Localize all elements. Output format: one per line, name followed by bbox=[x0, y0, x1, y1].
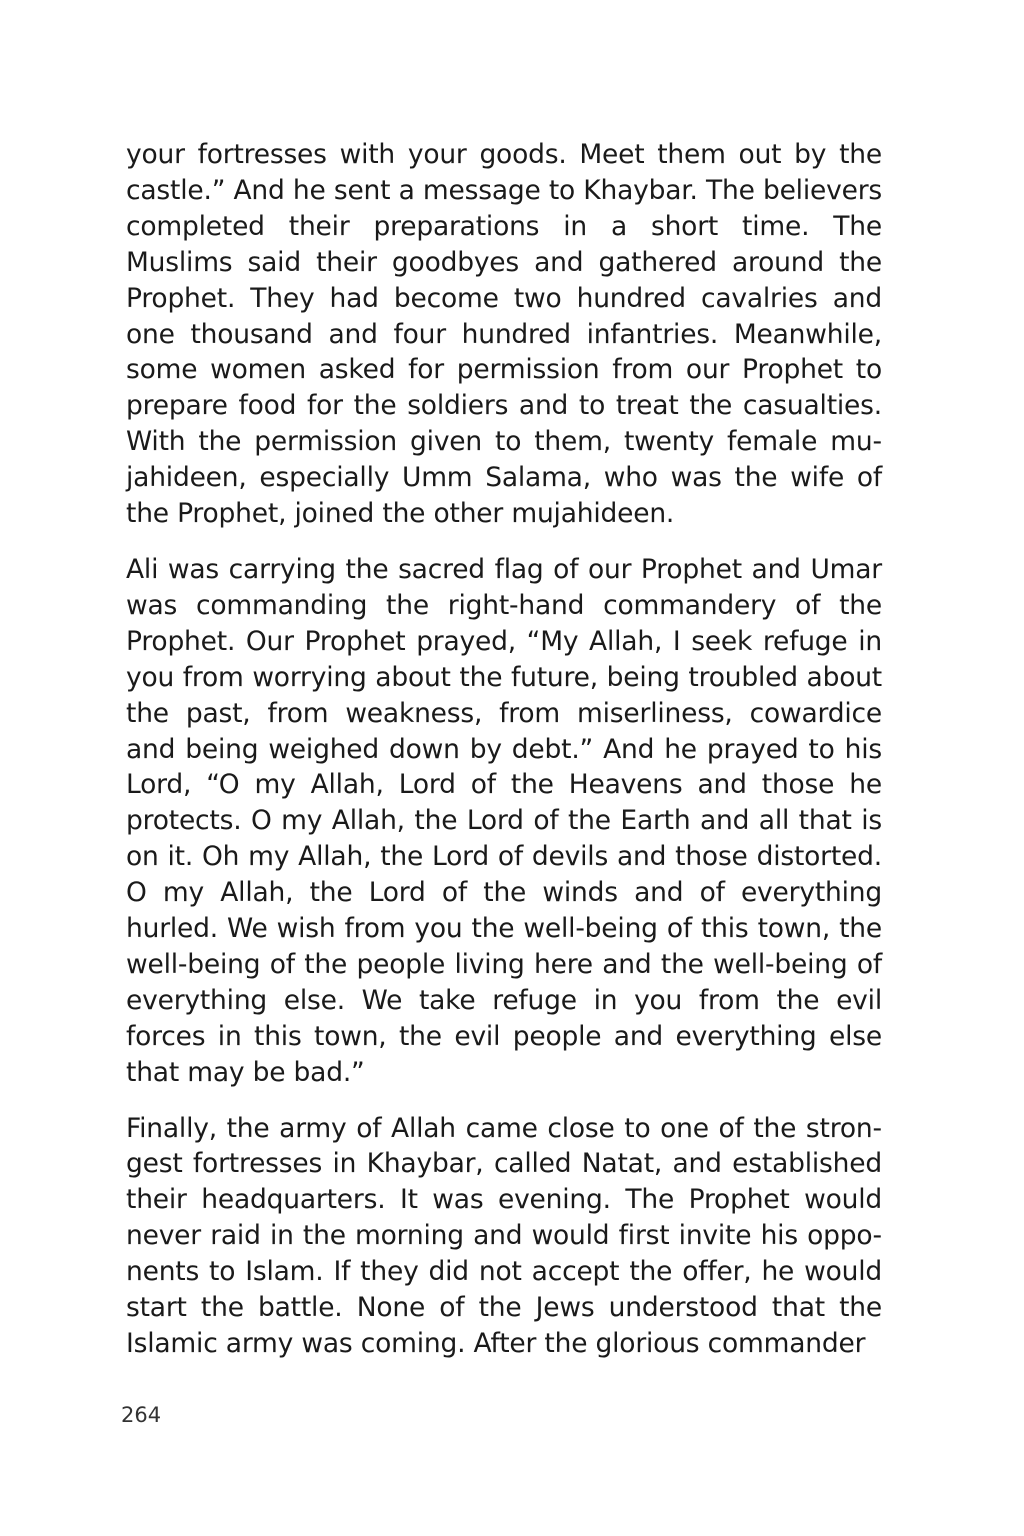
paragraph-2: Ali was carrying the sacred flag of our Prophet and Umar was commanding the right-hand commandery of the Prophet. Our Prophet prayed, “My Allah, I seek refuge in you from worrying about the future, being troubled about the past, from weakness, from miserliness, cowardice and being weighed down by debt.” And he prayed to his Lord, “O my Allah, Lord of the Heavens and those he protects. O my Allah, the Lord of the Earth and all that is on it. Oh my Allah, the Lord of devils and those distorted. O my Allah, the Lord of the winds and of everything hurled. We wish from you the well-being of this town, the well-being of the people living here and the well-being of everything else. We take refuge in you from the evil forces in this town, the evil people and everything else that may be bad.” bbox=[126, 553, 882, 1088]
paragraph-1: your fortresses with your goods. Meet them out by the castle.” And he sent a message to Khaybar. The believers completed their preparations in a short time. The Muslims said their goodbyes and gathered around the Prophet. They had become two hundred cavalries and one thousand and four hundred infantries. Meanwhile, some women asked for permission from our Prophet to prepare food for the soldiers and to treat the casualties. With the permission given to them, twenty female mujahideen, especially Umm Salama, who was the wife of the Prophet, joined the other mujahideen. bbox=[126, 139, 882, 530]
body-text bbox=[126, 137, 882, 1382]
page-number: 264 bbox=[121, 1403, 162, 1427]
paragraph-3: Finally, the army of Allah came close to one of the strongest fortresses in Khaybar, called Natat, and established their headquarters. It was evening. The Prophet would never raid in the morning and would first invite his opponents to Islam. If they did not accept the offer, he would start the battle. None of the Jews understood that the Islamic army was coming. After the glorious commander bbox=[126, 1112, 882, 1359]
